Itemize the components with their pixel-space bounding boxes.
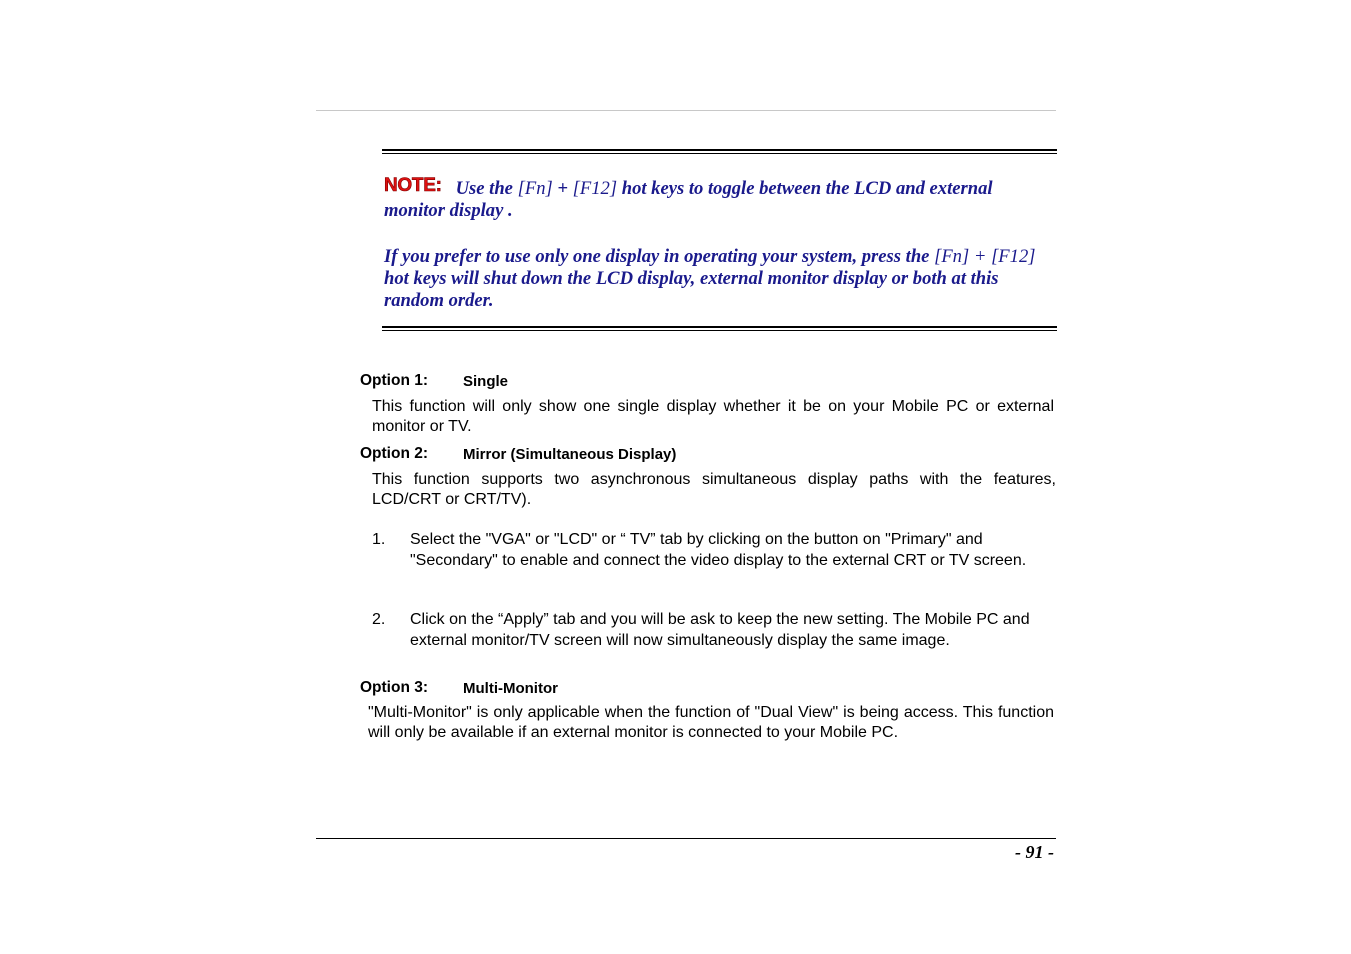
note-label: NOTE: — [384, 175, 442, 196]
option-1-description: This function will only show one single display whether it be on your Mobile PC or external monitor or TV. — [372, 398, 1054, 435]
note-p1-seg: Use the — [455, 178, 518, 199]
note-bottom-border — [382, 326, 1057, 331]
fn-key: [Fn] — [517, 178, 553, 199]
note-p2-seg: If you prefer to use only one display in operating your system, press the — [384, 246, 935, 267]
footer-rule — [316, 838, 1056, 839]
option-name: Multi-Monitor — [463, 680, 558, 697]
option-1-heading — [360, 372, 509, 390]
option-label: Option 1: — [360, 372, 429, 389]
note-top-border — [382, 149, 1057, 154]
step-number: 1. — [372, 531, 386, 548]
option-3-heading — [360, 679, 558, 697]
step-text: Click on the “Apply” tab and you will be ask to keep the new setting. The Mobile PC and external monitor/TV screen will now simultaneously display the same image. — [410, 611, 1030, 649]
option-name: Mirror (Simultaneous Display) — [463, 446, 677, 463]
fn-key: [Fn] + — [934, 246, 987, 267]
option-3-description: "Multi-Monitor" is only applicable when the function of "Dual View" is being access. This function will only be available if an external monitor is connected to your Mobile PC. — [368, 704, 1054, 741]
option-2-heading — [360, 445, 677, 463]
page-number: - 91 - — [1015, 842, 1054, 862]
option-label: Option 3: — [360, 679, 429, 696]
option-2-description: This function supports two asynchronous simultaneous display paths with the features, LCD/CRT or CRT/TV). — [372, 471, 1056, 508]
note-paragraph-2 — [384, 246, 1056, 312]
note-p1-seg: hot keys to toggle between the LCD and external monitor display . — [384, 178, 993, 221]
f12-key: [F12] — [572, 178, 618, 199]
header-rule — [316, 110, 1056, 111]
step-number: 2. — [372, 611, 386, 628]
f12-key: [F12] — [991, 246, 1036, 267]
note-paragraph-1 — [384, 175, 1056, 222]
note-p2-seg: hot keys will shut down the LCD display, external monitor display or both at this random order. — [384, 268, 999, 311]
step-text: Select the "VGA" or "LCD" or “ TV” tab by clicking on the button on "Primary" and "Secondary" to enable and connect the video display to the external CRT or TV screen. — [410, 531, 1027, 569]
option-label: Option 2: — [360, 445, 429, 462]
note-p1-seg: + — [552, 178, 573, 199]
option-name: Single — [463, 373, 509, 390]
